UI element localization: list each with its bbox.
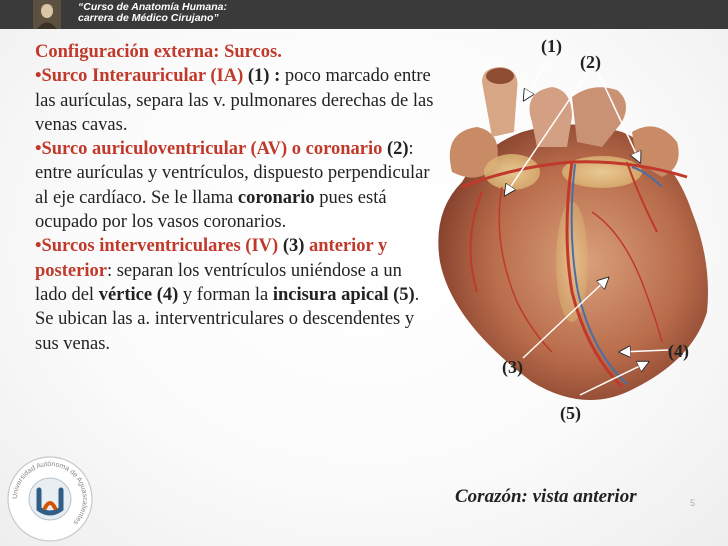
- header-bar: [0, 0, 728, 29]
- course-title: [78, 2, 227, 24]
- label-ref-2: (2): [386, 139, 409, 160]
- figure-label-1: (1): [541, 36, 562, 56]
- figure-label-2: (2): [580, 52, 601, 72]
- page-number: 5: [690, 498, 696, 508]
- term-coronario: Surco auriculoventricular (AV) o coronario: [41, 139, 383, 160]
- desc-interventriculares-a: : separan los ventrículos uniéndose a un lado del: [35, 260, 402, 305]
- figure-label-3: (3): [502, 357, 523, 377]
- paragraph-coronario: [35, 137, 435, 234]
- label-ref-3: (3): [282, 236, 305, 257]
- desc-interventriculares-b: y forman la: [182, 284, 269, 305]
- bullet: •: [35, 236, 42, 257]
- desc-coronario-a: : entre aurículas y ventrículos, dispuesto perpendicular al eje cardíaco. Se le llama: [35, 139, 430, 208]
- label-ref-1: (1) :: [247, 66, 281, 87]
- paragraph-interauricular: [35, 64, 435, 137]
- figure-label-4: (4): [668, 341, 689, 361]
- label-ref-5: (5): [393, 284, 415, 305]
- term-vertice: vértice (4): [98, 284, 179, 305]
- desc-interventriculares-c: . Se ubican las a. interventriculares o descendentes y sus venas.: [35, 284, 420, 354]
- university-logo: [5, 454, 95, 544]
- desc-coronario-b: pues está ocupado por los vasos coronarios.: [35, 187, 387, 233]
- course-title-line1: “Curso de Anatomía Humana:: [78, 1, 227, 13]
- logo-text: Universidad Autónoma de Aguascalientes: [11, 460, 89, 526]
- slide-title: Configuración externa: Surcos.: [35, 42, 282, 62]
- bullet: •: [35, 66, 42, 87]
- figure-label-5: (5): [560, 403, 581, 423]
- slide-body-text: [35, 40, 435, 356]
- paragraph-interventriculares: [35, 234, 435, 355]
- term-interventriculares: Surcos interventriculares (IV): [41, 236, 279, 257]
- desc-interauricular: poco marcado entre las aurículas, separa las v. pulmonares derechas de las venas cavas.: [35, 66, 434, 135]
- term-anterior-posterior: anterior y posterior: [35, 236, 388, 281]
- term-interauricular: Surco Interauricular (IA): [41, 66, 244, 87]
- portrait-thumbnail: [33, 0, 61, 29]
- word-coronario: coronario: [237, 187, 315, 208]
- term-incisura: incisura apical: [272, 284, 389, 305]
- course-title-line2: carrera de Médico Cirujano”: [78, 12, 219, 24]
- figure-caption: Corazón: vista anterior: [455, 486, 637, 507]
- bullet: •: [35, 139, 42, 160]
